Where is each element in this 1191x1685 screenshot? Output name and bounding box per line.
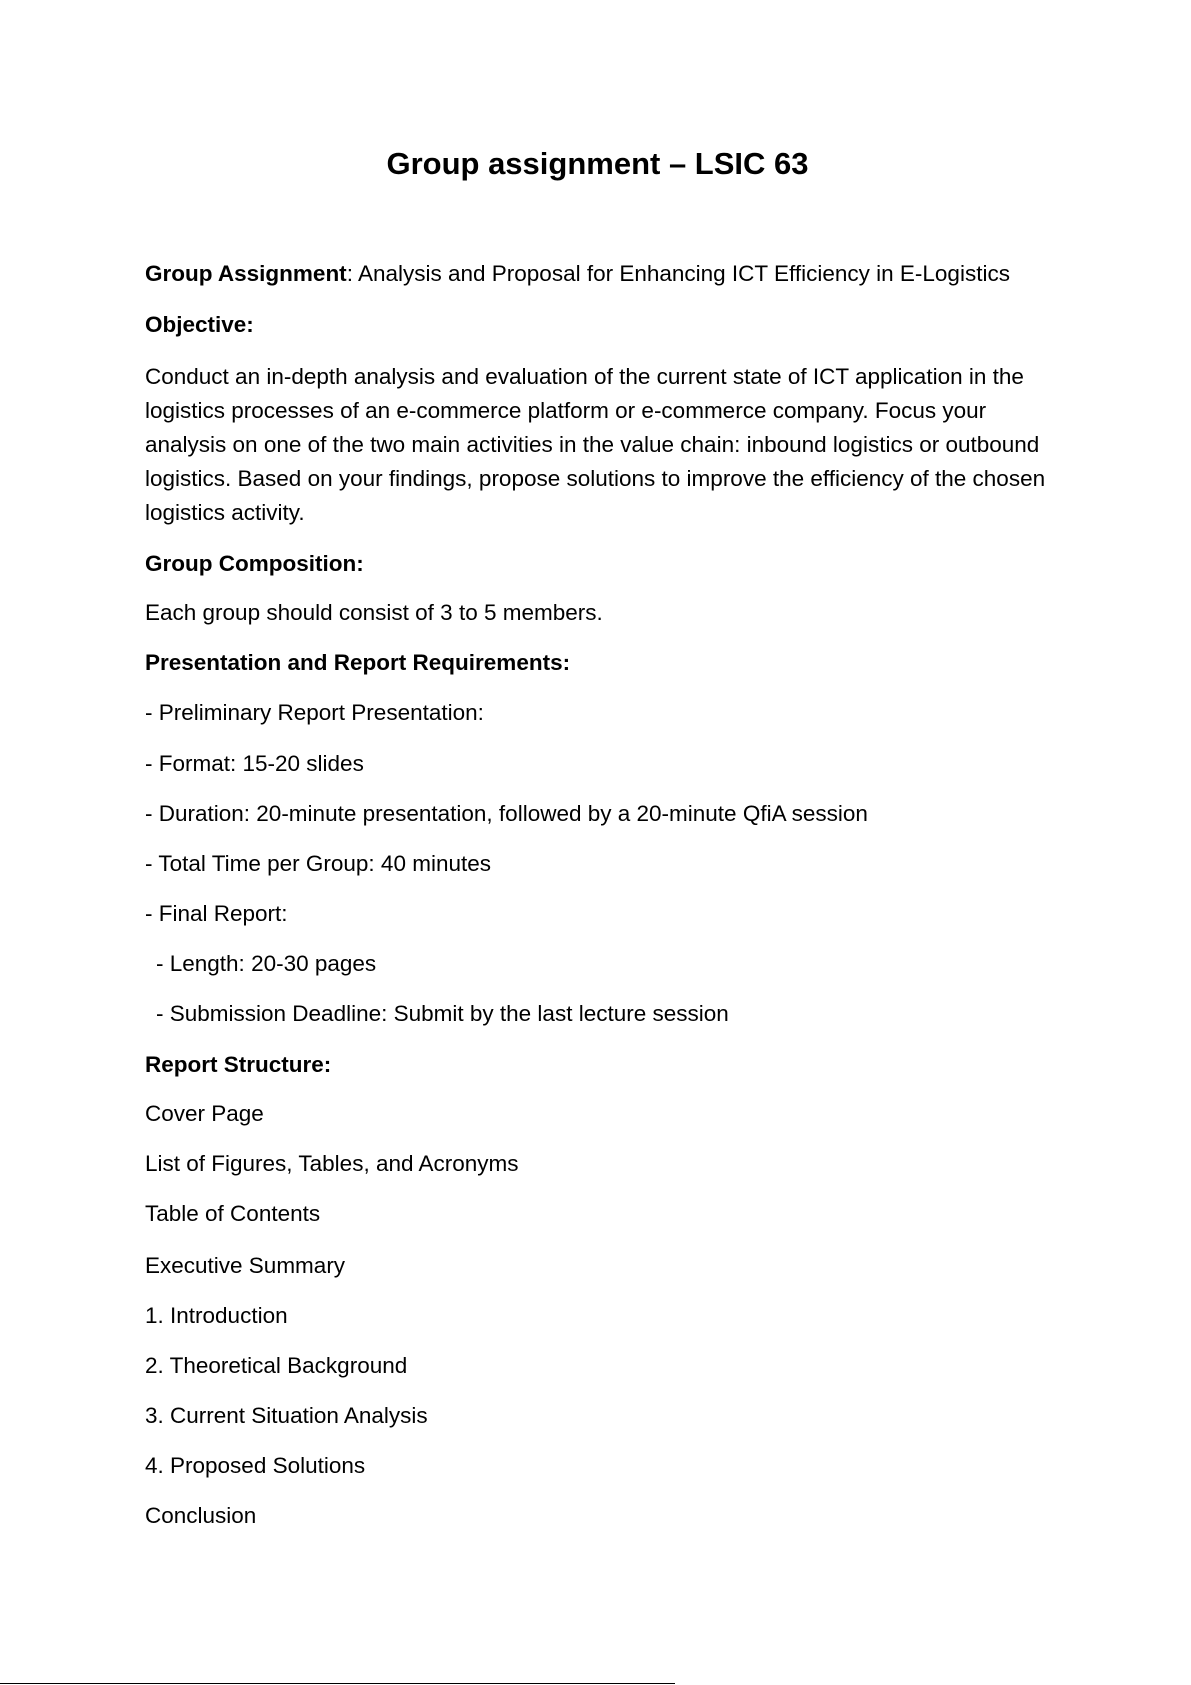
requirement-item: - Duration: 20-minute presentation, followed by a 20-minute QfiA session xyxy=(145,801,868,826)
requirement-subitem: - Submission Deadline: Submit by the last lecture session xyxy=(156,1001,729,1026)
structure-item: List of Figures, Tables, and Acronyms xyxy=(145,1151,519,1176)
structure-heading: Report Structure: xyxy=(145,1052,332,1077)
requirement-item: - Final Report: xyxy=(145,901,288,926)
requirement-item: - Format: 15-20 slides xyxy=(145,751,364,776)
requirements-heading: Presentation and Report Requirements: xyxy=(145,650,571,675)
structure-item: Conclusion xyxy=(145,1503,257,1528)
assignment-text: : Analysis and Proposal for Enhancing ICT Efficiency in E-Logistics xyxy=(346,261,1010,286)
objective-body: Conduct an in-depth analysis and evaluation of the current state of ICT application in the logistics processes of an e-commerce platform or e-commerce company. Focus your analysis on one of the two main activities in the value chain: inbound logistics or outbound logistics. Based on your findings, propose solutions to improve the efficiency of the chosen logistics activity. xyxy=(145,364,1046,525)
structure-item: 2. Theoretical Background xyxy=(145,1353,408,1378)
composition-body: Each group should consist of 3 to 5 members. xyxy=(145,600,603,625)
structure-item: 3. Current Situation Analysis xyxy=(145,1403,428,1428)
objective-heading: Objective: xyxy=(145,312,254,337)
requirement-subitem: - Length: 20-30 pages xyxy=(156,951,377,976)
structure-item: Cover Page xyxy=(145,1101,264,1126)
requirement-item: - Total Time per Group: 40 minutes xyxy=(145,851,491,876)
structure-item: 4. Proposed Solutions xyxy=(145,1453,366,1478)
page-title: Group assignment – LSIC 63 xyxy=(386,146,809,181)
requirement-item: - Preliminary Report Presentation: xyxy=(145,700,484,725)
structure-item: Executive Summary xyxy=(145,1253,346,1278)
bottom-divider xyxy=(0,1683,675,1684)
assignment-label: Group Assignment xyxy=(145,261,347,286)
structure-item: Table of Contents xyxy=(145,1201,321,1226)
structure-item: 1. Introduction xyxy=(145,1303,288,1328)
composition-heading: Group Composition: xyxy=(145,551,364,576)
assignment-line xyxy=(145,257,1010,291)
